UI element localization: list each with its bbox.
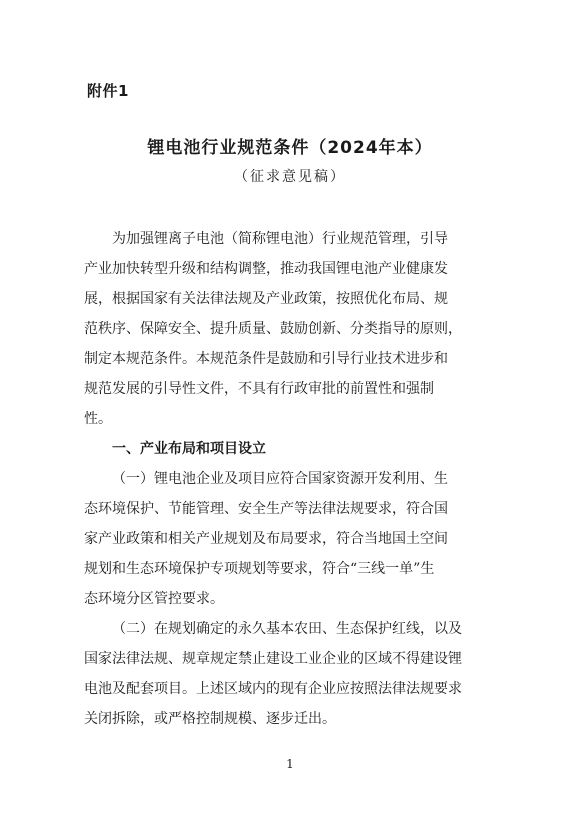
paragraph-line: 规范发展的引导性文件，不具有行政审批的前置性和强制 xyxy=(84,381,434,397)
clause-line: 态环境分区管控要求。 xyxy=(84,591,224,607)
attachment-label: 附件1 xyxy=(87,82,129,100)
paragraph-line: 展，根据国家有关法律法规及产业政策，按照优化布局、规 xyxy=(84,291,448,307)
paragraph-line: 性。 xyxy=(84,411,112,427)
clause-line: （二）在规划确定的永久基本农田、生态保护红线，以及 xyxy=(112,621,462,637)
clause-line: 家产业政策和相关产业规划及布局要求，符合当地国土空间 xyxy=(84,531,448,547)
clause-line: 规划和生态环境保护专项规划等要求，符合“三线一单”生 xyxy=(84,561,435,577)
document-title: 锂电池行业规范条件（2024年本） xyxy=(147,138,433,158)
document-body xyxy=(84,224,504,734)
paragraph-line: 范秩序、保障安全、提升质量、鼓励创新、分类指导的原则， xyxy=(84,321,462,337)
document-subtitle: （征求意见稿） xyxy=(234,169,346,185)
clause-line: 关闭拆除，或严格控制规模、逐步迁出。 xyxy=(84,711,336,727)
page-number: 1 xyxy=(286,757,294,771)
clause-line: 国家法律法规、规章规定禁止建设工业企业的区域不得建设锂 xyxy=(84,651,462,667)
paragraph-line: 为加强锂离子电池（简称锂电池）行业规范管理，引导 xyxy=(112,231,448,247)
clause-line: （一）锂电池企业及项目应符合国家资源开发利用、生 xyxy=(112,471,448,487)
paragraph-line: 产业加快转型升级和结构调整，推动我国锂电池产业健康发 xyxy=(84,261,448,277)
section-heading: 一、产业布局和项目设立 xyxy=(112,441,266,457)
clause-line: 电池及配套项目。上述区域内的现有企业应按照法律法规要求 xyxy=(84,681,462,697)
paragraph-line: 制定本规范条件。本规范条件是鼓励和引导行业技术进步和 xyxy=(84,351,448,367)
clause-line: 态环境保护、节能管理、安全生产等法律法规要求，符合国 xyxy=(84,501,448,517)
